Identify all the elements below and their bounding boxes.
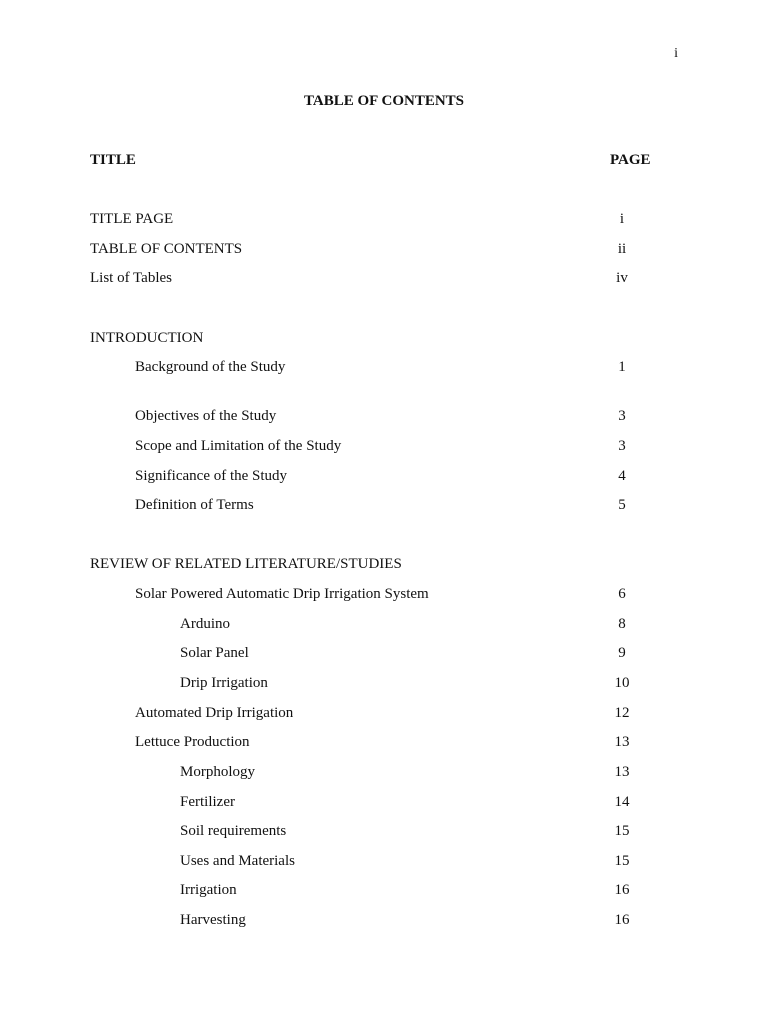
toc-entry-label: Uses and Materials [180,853,295,869]
toc-entry-automated-drip-irrigation[interactable] [0,705,768,725]
section-heading-introduction[interactable] [0,330,768,350]
toc-entry-page: ii [617,241,627,257]
toc-entry-label: Lettuce Production [135,734,250,750]
toc-entry-label: Drip Irrigation [180,675,268,691]
toc-entry-soil-requirements[interactable] [0,823,768,843]
toc-entry-page: 15 [614,853,630,869]
toc-entry-label: Arduino [180,616,230,632]
toc-entry-page: 4 [618,468,626,484]
toc-entry-page: 5 [618,497,626,513]
section-heading-label: INTRODUCTION [90,330,204,346]
toc-entry-lettuce-production[interactable] [0,734,768,754]
toc-entry-irrigation[interactable] [0,882,768,902]
toc-entry-definition-of-terms[interactable] [0,497,768,517]
toc-entry-label: Solar Powered Automatic Drip Irrigation System [135,586,429,602]
page-number: i [674,46,678,61]
toc-entry-label: Significance of the Study [135,468,288,484]
toc-entry-label: Definition of Terms [135,497,254,513]
toc-entry-page: 15 [614,823,630,839]
toc-entry-page: 3 [618,438,626,454]
toc-entry-page: 3 [618,408,626,424]
section-heading-label: REVIEW OF RELATED LITERATURE/STUDIES [90,556,402,572]
toc-entry-label: Solar Panel [180,645,249,661]
toc-entry-list-of-tables[interactable] [0,270,768,290]
toc-entry-label: Scope and Limitation of the Study [135,438,342,454]
toc-entry-table-of-contents[interactable] [0,241,768,261]
toc-entry-page: 9 [618,645,626,661]
toc-entry-significance[interactable] [0,468,768,488]
toc-entry-label: Background of the Study [135,359,286,375]
toc-entry-page: 13 [614,764,630,780]
toc-entry-label: List of Tables [90,270,172,286]
toc-entry-page: 8 [618,616,626,632]
toc-entry-label: TITLE PAGE [90,211,174,227]
column-header-page: PAGE [610,152,651,168]
toc-entry-objectives[interactable] [0,408,768,428]
toc-entry-arduino[interactable] [0,616,768,636]
toc-entry-harvesting[interactable] [0,912,768,932]
toc-entry-fertilizer[interactable] [0,794,768,814]
toc-entry-page: 10 [614,675,630,691]
toc-entry-page: i [619,211,625,227]
toc-entry-page: 12 [614,705,630,721]
toc-entry-background[interactable] [0,359,768,379]
toc-entry-title-page[interactable] [0,211,768,231]
toc-entry-label: Irrigation [180,882,237,898]
toc-entry-page: 6 [618,586,626,602]
toc-entry-scope[interactable] [0,438,768,458]
toc-entry-drip-irrigation[interactable] [0,675,768,695]
toc-entry-page: iv [616,270,628,286]
toc-entry-page: 16 [614,912,630,928]
column-header-title: TITLE [90,152,136,168]
toc-entry-label: Morphology [180,764,255,780]
toc-entry-page: 13 [614,734,630,750]
toc-entry-morphology[interactable] [0,764,768,784]
toc-entry-label: Fertilizer [180,794,235,810]
toc-entry-label: Automated Drip Irrigation [135,705,294,721]
toc-entry-label: Soil requirements [180,823,287,839]
toc-entry-page: 16 [614,882,630,898]
toc-entry-page: 14 [614,794,630,810]
toc-entry-solar-panel[interactable] [0,645,768,665]
toc-entry-label: Harvesting [180,912,246,928]
toc-entry-uses-and-materials[interactable] [0,853,768,873]
toc-entry-label: Objectives of the Study [135,408,277,424]
section-heading-review[interactable] [0,556,768,576]
toc-entry-solar-powered-system[interactable] [0,586,768,606]
toc-entry-label: TABLE OF CONTENTS [90,241,243,257]
toc-title: TABLE OF CONTENTS [303,93,465,109]
toc-entry-page: 1 [618,359,626,375]
